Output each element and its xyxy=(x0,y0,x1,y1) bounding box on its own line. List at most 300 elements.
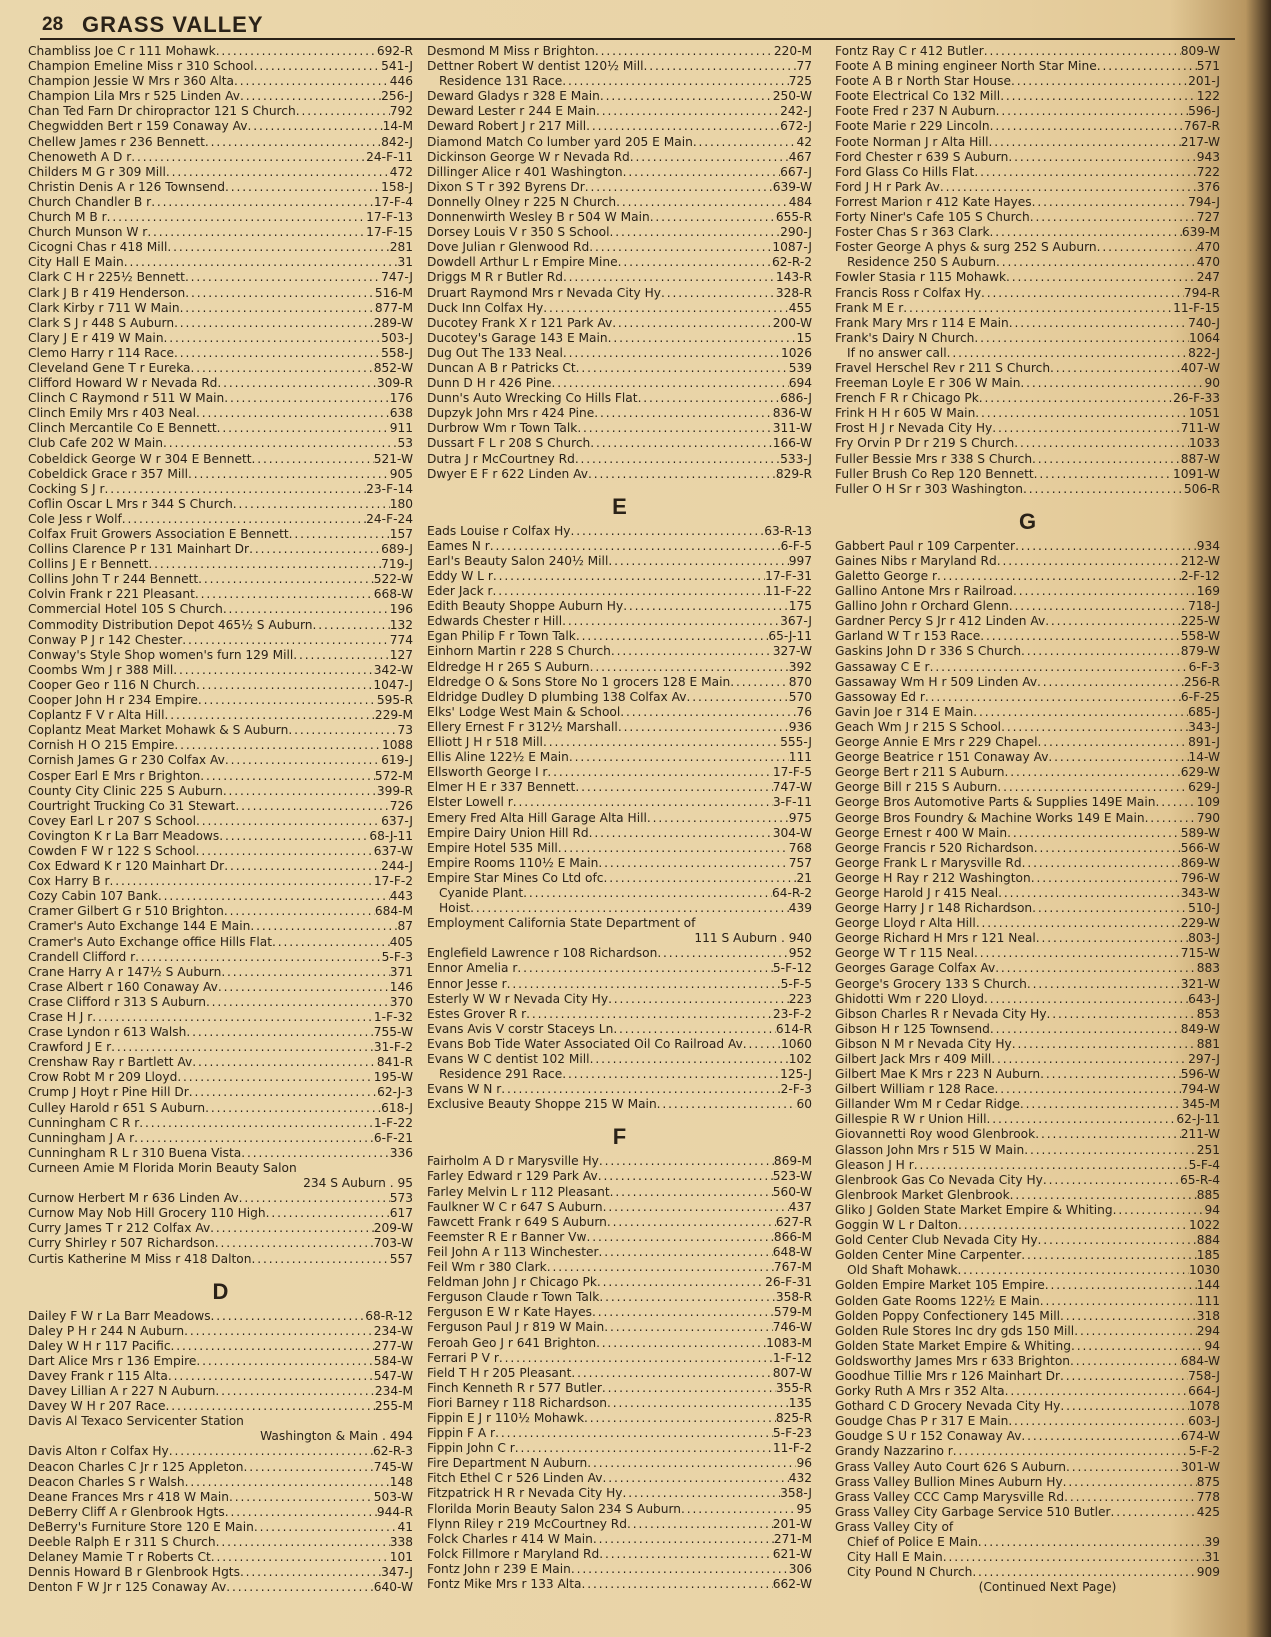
listing-name: George Frank L r Marysville Rd xyxy=(835,855,1022,870)
listing-name: Forrest Marion r 412 Kate Hayes xyxy=(835,194,1032,209)
directory-listing xyxy=(427,255,812,270)
listing-name: Ducotey Frank X r 121 Park Av xyxy=(427,315,613,330)
listing-name: Cramer's Auto Exchange 144 E Main xyxy=(28,919,251,934)
dot-leader xyxy=(1005,765,1181,780)
listing-name: Emery Fred Alta Hill Garage Alta Hill xyxy=(427,810,647,825)
listing-phone-number: 371 xyxy=(389,964,413,979)
directory-listing xyxy=(835,1505,1220,1520)
listing-name: Dupzyk John Mrs r 424 Pine xyxy=(427,406,595,421)
listing-name: Gorky Ruth A Mrs r 352 Alta xyxy=(835,1384,1005,1399)
listing-phone-number: 891-J xyxy=(1188,735,1220,750)
dot-leader xyxy=(218,980,390,995)
leader-dot: . xyxy=(385,1176,398,1191)
directory-listing xyxy=(835,554,1220,569)
listing-name: Evans W N r xyxy=(427,1082,502,1097)
listing-phone-number: 829-R xyxy=(775,466,812,481)
listing-phone-number: 639-W xyxy=(772,179,812,194)
dot-leader xyxy=(1010,1188,1197,1203)
dot-leader xyxy=(571,1366,772,1381)
dot-leader xyxy=(1021,1248,1196,1263)
directory-listing xyxy=(427,1230,812,1245)
listing-phone-number: 175 xyxy=(788,599,812,614)
directory-listing xyxy=(28,557,413,572)
directory-listing xyxy=(28,1131,413,1146)
listing-name: Empire Rooms 110½ E Main xyxy=(427,855,599,870)
listing-phone-number: 256-J xyxy=(381,89,413,104)
dot-leader xyxy=(1013,584,1197,599)
listing-phone-number: 869-M xyxy=(773,1154,812,1169)
listing-name: Francis Ross r Colfax Hy xyxy=(835,285,982,300)
listing-name: George Richard H Mrs r 121 Neal xyxy=(835,931,1036,946)
listing-phone-number: 778 xyxy=(1196,1489,1220,1504)
dot-leader xyxy=(139,1116,374,1131)
dot-leader xyxy=(620,705,796,720)
dot-leader xyxy=(599,1290,776,1305)
listing-name: Gilbert Mae K Mrs r 223 N Auburn xyxy=(835,1067,1041,1082)
listing-name: Forty Niner's Cafe 105 S Church xyxy=(835,210,1030,225)
listing-phone-number: 297-J xyxy=(1188,1052,1220,1066)
dot-leader xyxy=(616,195,789,210)
directory-listing xyxy=(835,826,1220,841)
listing-name: Crenshaw Ray r Bartlett Av xyxy=(28,1055,193,1070)
dot-leader xyxy=(173,663,374,678)
listing-name: Deward Lester r 244 E Main xyxy=(427,104,596,119)
listing-phone-number: 321-W xyxy=(1180,976,1220,991)
directory-column-1 xyxy=(28,44,413,1595)
directory-listing xyxy=(835,1490,1220,1505)
directory-listing xyxy=(427,977,812,992)
directory-listing xyxy=(427,89,812,104)
listing-name: George Ernest r 400 W Main xyxy=(835,825,1008,840)
dot-leader xyxy=(1071,1339,1204,1354)
dot-leader xyxy=(1005,1384,1188,1399)
directory-listing xyxy=(427,1426,812,1441)
directory-listing xyxy=(28,1191,413,1206)
listing-name: City Hall E Main xyxy=(847,1550,943,1565)
dot-leader xyxy=(177,1070,373,1085)
listing-phone-number: 662-W xyxy=(772,1577,812,1591)
listing-name: Cramer's Auto Exchange office Hills Flat xyxy=(28,934,273,949)
dot-leader xyxy=(171,1339,374,1354)
dot-leader xyxy=(603,1471,789,1486)
dot-leader xyxy=(562,1067,780,1082)
listing-phone-number: 306 xyxy=(788,1561,812,1576)
listing-name: Dug Out The 133 Neal xyxy=(427,345,563,360)
listing-name: Estes Grover R r xyxy=(427,1006,527,1021)
dot-leader xyxy=(205,135,381,150)
listing-name: Feemster R E r Banner Vw xyxy=(427,1229,587,1244)
listing-name: Foote Marie r 229 Lincoln xyxy=(835,119,990,134)
dot-leader xyxy=(1060,1309,1197,1324)
listing-name: DeBerry Cliff A r Glenbrook Hgts xyxy=(28,1504,225,1519)
listing-phone-number: 336 xyxy=(389,1145,413,1160)
dot-leader xyxy=(607,1396,789,1411)
directory-listing xyxy=(28,1070,413,1085)
directory-listing xyxy=(427,316,812,331)
sub-listing xyxy=(835,1565,1220,1580)
directory-listing xyxy=(835,301,1220,316)
dot-leader xyxy=(609,225,780,240)
listing-phone-number: 692-R xyxy=(376,44,413,58)
listing-name: Golden Poppy Confectionery 145 Mill xyxy=(835,1308,1060,1323)
listing-phone-number: 803-J xyxy=(1188,931,1220,946)
dot-leader xyxy=(188,467,390,482)
directory-listing xyxy=(835,856,1220,871)
listing-phone-number: 689-J xyxy=(381,542,413,557)
dot-leader xyxy=(975,406,1189,421)
listing-name: Dickinson George W r Nevada Rd xyxy=(427,149,630,164)
dot-leader xyxy=(604,1320,773,1335)
listing-name: Egan Philip F r Town Talk xyxy=(427,629,576,644)
listing-phone-number: 869-W xyxy=(1180,855,1220,870)
dot-leader xyxy=(499,1351,773,1366)
directory-listing xyxy=(427,660,812,675)
directory-listing xyxy=(427,811,812,826)
listing-name: Goodhue Tillie Mrs r 126 Mainhart Dr xyxy=(835,1368,1061,1383)
listing-phone-number: 774 xyxy=(389,632,413,647)
listing-name: Colvin Frank r 221 Pleasant xyxy=(28,587,195,602)
listing-phone-number: 90 xyxy=(1204,376,1220,391)
listing-name: Deward Robert J r 217 Mill xyxy=(427,119,587,134)
listing-name: Ferguson Paul J r 819 W Main xyxy=(427,1320,605,1335)
listing-phone-number: 125-J xyxy=(780,1067,812,1082)
listing-phone-number: 31-F-2 xyxy=(373,1040,413,1055)
directory-listing xyxy=(427,467,812,482)
directory-listing xyxy=(835,1097,1220,1112)
directory-listing xyxy=(28,1369,413,1384)
sub-listing xyxy=(835,346,1220,361)
directory-listing xyxy=(835,1384,1220,1399)
dot-leader xyxy=(266,1206,390,1221)
directory-listing xyxy=(427,225,812,240)
directory-listing xyxy=(835,376,1220,391)
directory-listing xyxy=(427,675,812,690)
listing-name: Deeble Ralph E r 311 S Church xyxy=(28,1535,216,1549)
dot-leader xyxy=(990,119,1184,134)
dot-leader xyxy=(974,165,1196,180)
directory-listing xyxy=(835,1369,1220,1384)
dot-leader xyxy=(196,678,373,693)
listing-name: Fuller Bessie Mrs r 338 S Church xyxy=(835,451,1033,466)
listing-name: Fairholm A D r Marysville Hy xyxy=(427,1154,599,1169)
directory-listing xyxy=(835,436,1220,451)
listing-phone-number: 618-J xyxy=(381,1100,413,1115)
dot-leader xyxy=(1008,150,1196,165)
listing-phone-number: 229-M xyxy=(374,708,413,723)
dot-leader xyxy=(562,74,789,89)
listing-phone-number: 853 xyxy=(1196,1006,1220,1021)
listing-phone-number: 794-J xyxy=(1188,194,1220,209)
sub-listing xyxy=(835,1263,1220,1278)
dot-leader xyxy=(597,1275,765,1290)
listing-name: Fontz John r 239 E Main xyxy=(427,1561,571,1576)
listing-name: Cornish James G r 230 Colfax Av xyxy=(28,753,225,768)
listing-phone-number: 432 xyxy=(788,1471,812,1486)
directory-listing xyxy=(28,316,413,331)
listing-phone-number: 1051 xyxy=(1188,406,1220,421)
directory-listing xyxy=(835,644,1220,659)
sub-listing xyxy=(427,1067,812,1082)
dot-leader xyxy=(135,950,382,965)
directory-listing xyxy=(28,965,413,980)
listing-name: Georges Garage Colfax Av xyxy=(835,961,996,976)
directory-listing xyxy=(427,1245,812,1260)
dot-leader xyxy=(296,104,390,119)
listing-phone-number: 572-M xyxy=(374,768,413,783)
listing-phone-number: 370 xyxy=(389,994,413,1009)
dot-leader xyxy=(1009,316,1188,331)
listing-name: Elster Lowell r xyxy=(427,795,513,810)
listing-phone-number: 539 xyxy=(788,360,812,375)
listing-phone-number: 242-J xyxy=(780,104,812,119)
dot-leader xyxy=(590,660,789,675)
listing-phone-number: 250-W xyxy=(772,89,812,104)
dot-leader xyxy=(638,391,781,406)
directory-listing xyxy=(835,331,1220,346)
dot-leader xyxy=(1015,539,1197,554)
listing-phone-number: 6-F-3 xyxy=(1188,659,1220,674)
dot-leader xyxy=(608,554,788,569)
sub-listing xyxy=(427,74,812,89)
listing-name: Curnow Herbert M r 636 Linden Av xyxy=(28,1191,239,1206)
listing-name: Curry James T r 212 Colfax Av xyxy=(28,1221,211,1236)
dot-leader xyxy=(997,780,1188,795)
dot-leader xyxy=(596,104,780,119)
directory-listing xyxy=(835,135,1220,150)
section-letter-heading: F xyxy=(612,1124,627,1150)
listing-name: Feldman John J r Chicago Pk xyxy=(427,1275,597,1290)
directory-listing xyxy=(28,1055,413,1070)
listing-phone-number: 825-R xyxy=(775,1410,812,1425)
dot-leader xyxy=(1145,811,1197,826)
listing-name: Ford J H r Park Av xyxy=(835,179,940,194)
dot-leader xyxy=(1008,1414,1188,1429)
dot-leader xyxy=(603,1200,789,1215)
dot-leader xyxy=(1014,436,1189,451)
listing-phone-number: 617 xyxy=(389,1206,413,1221)
directory-listing xyxy=(28,391,413,406)
dot-leader xyxy=(937,569,1181,584)
dot-leader xyxy=(543,301,789,316)
listing-phone-number: 23-F-2 xyxy=(772,1006,812,1021)
listing-phone-number: 95 xyxy=(796,1501,812,1516)
dot-leader xyxy=(657,1097,797,1112)
listing-name: Ferrari P V r xyxy=(427,1350,499,1365)
dot-leader xyxy=(547,1260,774,1275)
dot-leader xyxy=(224,904,375,919)
dot-leader xyxy=(974,946,1181,961)
dot-leader xyxy=(1060,1399,1189,1414)
dot-leader xyxy=(148,557,381,572)
dot-leader xyxy=(1038,1233,1197,1248)
listing-name: George Harry J r 148 Richardson xyxy=(835,901,1033,916)
listing-name: Clinch C Raymond r 511 W Main xyxy=(28,391,225,406)
directory-listing xyxy=(835,765,1220,780)
dot-leader xyxy=(611,644,773,659)
listing-name: Cox Harry B r xyxy=(28,874,110,889)
listing-name: Gavin Joe r 314 E Main xyxy=(835,704,974,719)
directory-listing xyxy=(427,1471,812,1486)
listing-phone-number: 5-F-4 xyxy=(1188,1157,1220,1172)
dot-leader xyxy=(217,421,390,436)
dot-leader xyxy=(1074,1324,1197,1339)
dot-leader xyxy=(251,1252,389,1267)
dot-leader xyxy=(501,1082,780,1097)
listing-phone-number: 503-J xyxy=(381,330,413,345)
listing-phone-number: 169 xyxy=(1196,584,1220,599)
dot-leader xyxy=(523,886,772,901)
listing-name: Fontz Ray C r 412 Butler xyxy=(835,44,984,58)
listing-phone-number: 111 xyxy=(788,750,812,765)
directory-listing xyxy=(28,255,413,270)
listing-phone-number: 757 xyxy=(788,855,812,870)
dot-leader xyxy=(598,856,788,871)
directory-listing xyxy=(427,524,812,539)
listing-phone-number: 17-F-4 xyxy=(373,194,413,209)
dot-leader xyxy=(978,1535,1205,1550)
listing-name: Eads Louise r Colfax Hy xyxy=(427,523,571,538)
listing-name: George Francis r 520 Richardson xyxy=(835,840,1034,855)
listing-name: Evans W C dentist 102 Mill xyxy=(427,1052,590,1066)
listing-phone-number: 41 xyxy=(397,1519,413,1534)
directory-listing xyxy=(835,44,1220,59)
directory-listing xyxy=(427,119,812,134)
directory-listing xyxy=(835,1414,1220,1429)
page-title: GRASS VALLEY xyxy=(82,12,264,37)
dot-leader xyxy=(976,916,1181,931)
listing-name: Crase H J r xyxy=(28,1010,93,1024)
listing-phone-number: 143-R xyxy=(775,270,812,285)
directory-listing xyxy=(427,1022,812,1037)
directory-listing xyxy=(427,421,812,436)
listing-phone-number: 176 xyxy=(389,391,413,406)
directory-listing xyxy=(28,1535,413,1550)
listing-phone-number: 2-F-3 xyxy=(780,1082,812,1097)
listing-name: Dussart F L r 208 S Church xyxy=(427,436,591,451)
directory-listing xyxy=(28,376,413,391)
dot-leader xyxy=(164,331,382,346)
directory-listing xyxy=(835,946,1220,961)
directory-listing xyxy=(28,844,413,859)
listing-phone-number: 1-F-12 xyxy=(772,1350,812,1365)
listing-phone-number: 1078 xyxy=(1188,1399,1220,1414)
listing-name: Cornish H O 215 Empire xyxy=(28,738,175,753)
listing-phone-number: 180 xyxy=(389,496,413,511)
page-number: 28 xyxy=(42,14,64,35)
listing-name: George Lloyd r Alta Hill xyxy=(835,916,976,931)
dot-leader xyxy=(185,270,381,285)
directory-listing xyxy=(427,331,812,346)
dot-leader xyxy=(240,89,381,104)
listing-phone-number: 725 xyxy=(788,74,812,89)
directory-listing xyxy=(28,1444,413,1459)
dot-leader xyxy=(1070,1354,1181,1369)
listing-name: Ghidotti Wm r 220 Lloyd xyxy=(835,991,984,1006)
directory-listing xyxy=(28,497,413,512)
listing-name: Fuller O H Sr r 303 Washington xyxy=(835,481,1023,496)
listing-name: Desmond M Miss r Brighton xyxy=(427,44,595,58)
directory-listing xyxy=(835,1158,1220,1173)
dot-leader xyxy=(590,436,773,451)
listing-phone-number: 234-M xyxy=(374,1384,413,1399)
directory-listing xyxy=(28,1354,413,1369)
directory-listing xyxy=(427,1411,812,1426)
dot-leader xyxy=(990,1022,1181,1037)
dot-leader xyxy=(1001,720,1188,735)
listing-phone-number: 573 xyxy=(389,1191,413,1206)
directory-listing xyxy=(28,436,413,451)
directory-listing xyxy=(427,1275,812,1290)
listing-name: Elmer H E r 337 Bennett xyxy=(427,780,576,795)
listing-name: Davey W H r 207 Race xyxy=(28,1399,166,1414)
directory-listing xyxy=(427,346,812,361)
listing-phone-number: 289-W xyxy=(373,315,413,330)
dot-leader xyxy=(943,1550,1205,1565)
dot-leader xyxy=(622,1486,780,1501)
directory-listing xyxy=(835,452,1220,467)
listing-phone-number: 405 xyxy=(389,934,413,949)
dot-leader xyxy=(1040,1294,1197,1309)
directory-listing xyxy=(835,316,1220,331)
listing-name: Golden Center Mine Carpenter xyxy=(835,1248,1022,1263)
dot-leader xyxy=(1040,1067,1181,1082)
dot-leader xyxy=(254,59,381,74)
dot-leader xyxy=(587,1230,774,1245)
directory-listing xyxy=(427,1200,812,1215)
listing-name: Cyanide Plant xyxy=(439,885,524,900)
listing-phone-number: 1033 xyxy=(1188,436,1220,451)
dot-leader xyxy=(163,436,397,451)
dot-leader xyxy=(174,346,381,361)
listing-name: Ferguson Claude r Town Talk xyxy=(427,1290,600,1305)
listing-name: Clark C H r 225½ Bennett xyxy=(28,270,185,285)
directory-listing xyxy=(835,1022,1220,1037)
listing-phone-number: 674-W xyxy=(1180,1429,1220,1444)
directory-listing xyxy=(427,690,812,705)
listing-phone-number: 122 xyxy=(1196,89,1220,104)
dot-leader xyxy=(490,539,781,554)
directory-listing xyxy=(28,89,413,104)
directory-listing xyxy=(835,1112,1220,1127)
directory-listing xyxy=(835,916,1220,931)
directory-listing xyxy=(427,629,812,644)
listing-phone-number: 494 xyxy=(389,1429,413,1444)
directory-listing xyxy=(427,165,812,180)
listing-phone-number: 629-W xyxy=(1180,765,1220,780)
listing-phone-number: 703-W xyxy=(373,1236,413,1251)
directory-listing xyxy=(427,195,812,210)
directory-listing xyxy=(28,859,413,874)
dot-leader xyxy=(200,769,375,784)
listing-name: Cramer Gilbert G r 510 Brighton xyxy=(28,904,224,919)
listing-name: Church M B r xyxy=(28,210,107,225)
listing-name: Gothard C D Grocery Nevada City Hy xyxy=(835,1399,1061,1414)
directory-listing xyxy=(28,753,413,768)
listing-phone-number: 796-W xyxy=(1180,870,1220,885)
listing-phone-number: 77 xyxy=(796,59,812,74)
dot-leader xyxy=(562,614,780,629)
listing-name: Edith Beauty Shoppe Auburn Hy xyxy=(427,599,624,614)
directory-listing xyxy=(835,180,1220,195)
dot-leader xyxy=(595,44,774,59)
listing-phone-number: 879-W xyxy=(1180,644,1220,659)
directory-listing xyxy=(28,950,413,965)
directory-listing xyxy=(28,1252,413,1267)
directory-listing xyxy=(28,1309,413,1324)
directory-listing xyxy=(28,301,413,316)
listing-phone-number: 327-W xyxy=(772,644,812,659)
dot-leader xyxy=(1032,901,1188,916)
